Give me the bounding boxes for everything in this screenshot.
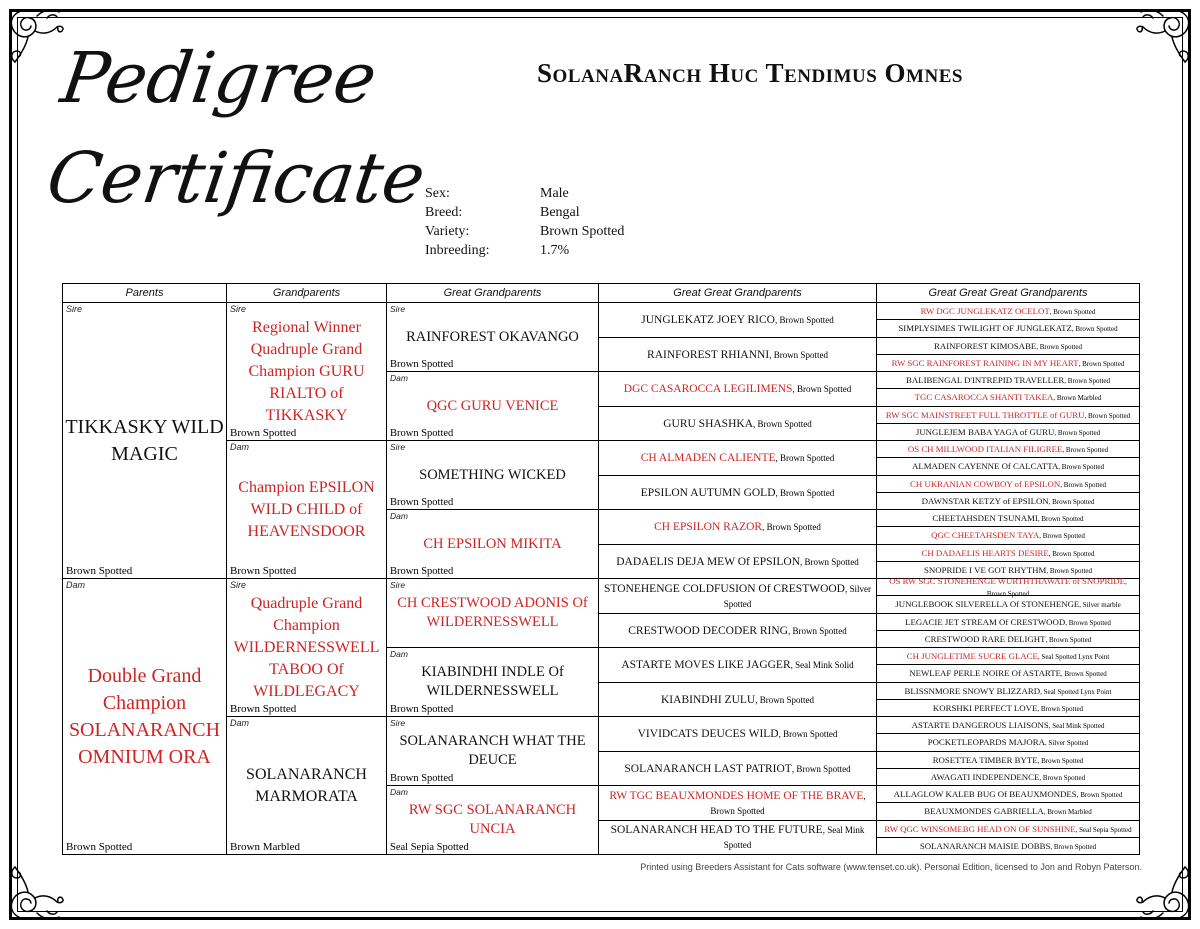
cat-entry <box>879 633 1137 645</box>
variety-label: , Brown Spotted <box>1046 566 1093 575</box>
variety-label: , Silver Spotted <box>723 583 871 609</box>
cat-name: Double Grand Champion SOLANARANCH OMNIUM ORA <box>68 664 221 768</box>
cat-entry <box>879 391 1137 403</box>
pedigree-cell <box>599 647 876 682</box>
cat-entry <box>601 312 874 327</box>
cat-entry <box>879 409 1137 421</box>
cat-name: Quadruple Grand Champion WILDERNESSWELL TABOO Of WILDLEGACY <box>233 594 380 700</box>
cat-entry <box>601 554 874 569</box>
cat-name: Regional Winner Quadruple Grand Champion GURU RIALTO of TIKKASKY <box>248 318 365 424</box>
variety-value: Brown Spotted <box>540 224 625 239</box>
pedigree-cell <box>387 647 598 716</box>
cat-name: BLISSNMORE SNOWY BLIZZARD <box>904 685 1041 696</box>
cat-entry <box>879 512 1137 524</box>
certificate-script-title <box>41 28 445 228</box>
variety-label: , Brown Spotted <box>1037 515 1084 524</box>
variety-label: , Brown Spotted <box>1049 308 1096 317</box>
pedigree-cell <box>599 785 876 820</box>
role-label: Dam <box>390 511 408 521</box>
cat-name: NEWLEAF PERLE NOIRE Of ASTARTE <box>909 668 1062 679</box>
pedigree-cell <box>599 475 876 510</box>
pedigree-cell <box>877 526 1139 543</box>
cat-name: RAINFOREST KIMOSABE <box>934 340 1037 351</box>
cat-entry <box>879 598 1137 610</box>
cat-name: JUNGLEKATZ JOEY RICO <box>641 314 775 327</box>
corner-flourish-icon <box>4 4 68 68</box>
variety-label: , Seal Mink Spotted <box>1048 722 1105 731</box>
pedigree-cell <box>599 682 876 717</box>
variety-label: , Seal Sepia Spotted <box>1075 825 1132 834</box>
pedigree-cell <box>877 388 1139 405</box>
variety-label: , Brown Spotted <box>1050 842 1097 851</box>
cat-entry <box>879 685 1137 697</box>
pedigree-cell <box>877 820 1139 837</box>
pedigree-cell <box>227 716 386 854</box>
cat-entry <box>601 657 874 672</box>
cat-entry <box>879 374 1137 386</box>
cat-name: CH DADAELIS HEARTS DESIRE <box>921 547 1049 558</box>
cat-name: CH EPSILON MIKITA <box>423 535 562 552</box>
variety-label: , Brown Marbled <box>1053 394 1102 403</box>
variety-label: , Brown Spotted <box>1039 532 1085 541</box>
cat-entry <box>601 485 874 500</box>
cat-name-title: SolanaRanch Huc Tendimus Omnes <box>537 58 963 88</box>
cat-name: ALLAGLOW KALEB BUG Of BEAUXMONDES <box>893 789 1077 800</box>
role-label: Dam <box>66 580 86 590</box>
cat-entry <box>601 519 874 534</box>
variety-label: Brown Marbled <box>230 841 300 853</box>
column-header-great-great-great-grandparents: Great Great Great Grandparents <box>877 284 1139 303</box>
cat-name: CH JUNGLETIME SUCRE GLACE <box>906 651 1038 662</box>
cat-name: CH EPSILON RAZOR <box>654 521 763 534</box>
pedigree-cell <box>387 785 598 854</box>
variety-label: Brown Spotted <box>230 565 297 577</box>
role-label: Sire <box>390 442 406 452</box>
pedigree-cell <box>877 785 1139 802</box>
cat-name: SOMETHING WICKED <box>419 466 566 483</box>
variety-label: Brown Spotted <box>390 497 454 508</box>
cat-name: RW DGC JUNGLEKATZ OCELOT <box>920 306 1050 317</box>
column-grandparents <box>226 284 386 854</box>
cat-entry <box>879 736 1137 748</box>
variety-label: , Brown Spotted <box>1078 359 1125 368</box>
variety-label: , Brown Spotted <box>1065 618 1111 627</box>
pedigree-cell <box>387 371 598 440</box>
column-header-great-great-grandparents: Great Great Grandparents <box>599 284 876 303</box>
cat-name: CH ALMADEN CALIENTE <box>640 452 776 465</box>
variety-label: , Brown Spotted <box>1054 428 1101 437</box>
variety-label: , Brown Spotted <box>787 625 847 636</box>
cat-name: SOLANARANCH LAST PATRIOT <box>624 762 792 775</box>
cat-entry <box>879 564 1137 576</box>
pedigree-cell <box>877 337 1139 354</box>
cat-name: CH CRESTWOOD ADONIS Of WILDERNESSWELL <box>397 595 588 630</box>
variety-label: , Brown Spotted <box>1048 497 1095 506</box>
role-label: Sire <box>390 580 406 590</box>
variety-label: , Brown Spotted <box>774 315 834 326</box>
pedigree-cell <box>227 578 386 716</box>
pedigree-cell <box>877 423 1139 440</box>
role-label: Sire <box>390 304 406 314</box>
corner-flourish-icon <box>4 861 68 925</box>
variety-label: , Brown Spotted <box>1048 549 1095 558</box>
variety-label: , Brown Spotted <box>986 578 1127 599</box>
cat-entry <box>601 416 874 431</box>
cat-name: SOLANARANCH MARMORATA <box>246 765 367 805</box>
variety-label: Brown Spotted <box>390 704 454 715</box>
cat-entry <box>601 623 874 638</box>
variety-label: , Brown Spotted <box>755 694 814 705</box>
role-label: Sire <box>390 718 406 728</box>
cat-entry <box>601 761 874 776</box>
variety-label: , Brown Spotted <box>1058 463 1104 472</box>
variety-label: , Brown Spotted <box>1037 704 1084 713</box>
column-parents <box>63 284 226 854</box>
variety-label: , Brown Spotted <box>778 729 838 740</box>
variety-label: Brown Spotted <box>66 565 133 577</box>
column-header-parents: Parents <box>63 284 226 303</box>
variety-label: Brown Spotted <box>390 773 454 784</box>
pedigree-cell <box>877 716 1139 733</box>
pedigree-cell <box>599 544 876 579</box>
cat-entry <box>601 692 874 707</box>
cat-entry <box>879 788 1137 800</box>
cat-entry <box>879 702 1137 714</box>
cat-name: RAINFOREST RHIANNI <box>647 348 770 361</box>
cat-entry <box>879 805 1137 817</box>
cat-entry <box>879 616 1137 628</box>
pedigree-cell <box>387 716 598 785</box>
cat-name: KIABINDHI ZULU <box>661 693 756 706</box>
role-label: Sire <box>230 304 247 314</box>
cat-name: LEGACIE JET STREAM Of CRESTWOOD <box>905 616 1066 627</box>
variety-label: , Brown Spotted <box>1060 480 1106 489</box>
variety-label: , Brown Spotted <box>1039 773 1086 782</box>
variety-label: , Brown Spotted <box>1071 325 1118 334</box>
column-body <box>227 303 386 854</box>
sex-value: Male <box>540 186 569 201</box>
cat-name: DGC CASAROCCA LEGILIMENS <box>623 383 793 396</box>
cat-name: KORSHKI PERFECT LOVE <box>932 702 1038 713</box>
cat-name: QGC CHEETAHSDEN TAYA <box>931 530 1040 541</box>
variety-label: , Brown Spotted <box>1045 635 1092 644</box>
pedigree-cell <box>599 578 876 613</box>
cat-entry <box>879 443 1137 455</box>
pedigree-cell <box>877 440 1139 457</box>
pedigree-cell <box>877 509 1139 526</box>
info-row-inbreeding <box>425 241 624 260</box>
cat-name: RW SGC RAINFOREST RAINING IN MY HEART <box>891 357 1079 368</box>
variety-label: , Silver Spotted <box>1044 739 1089 748</box>
cat-entry <box>879 840 1137 852</box>
cat-name: VIVIDCATS DEUCES WILD <box>637 728 779 741</box>
cat-name: JUNGLEBOOK SILVERELLA Of STONEHENGE <box>895 599 1080 610</box>
variety-label: , Brown Spotted <box>762 522 821 533</box>
pedigree-cell <box>387 578 598 647</box>
variety-label: , Brown Spotted <box>1064 377 1110 386</box>
pedigree-cell <box>599 406 876 441</box>
pedigree-cell <box>877 682 1139 699</box>
variety-label: , Brown Spotted <box>1084 411 1131 420</box>
role-label: Sire <box>230 580 247 590</box>
variety-label: , Brown Spotted <box>753 418 812 429</box>
column-header-grandparents: Grandparents <box>227 284 386 303</box>
cat-entry <box>601 726 874 741</box>
pedigree-cell <box>877 319 1139 336</box>
cat-entry <box>879 754 1137 766</box>
pedigree-cell <box>877 613 1139 630</box>
pedigree-cell <box>63 303 226 578</box>
pedigree-cell <box>877 406 1139 423</box>
cat-entry <box>879 667 1137 679</box>
variety-label: Brown Spotted <box>230 427 297 439</box>
column-body <box>387 303 598 854</box>
info-row-breed <box>425 203 624 222</box>
info-row-sex <box>425 184 624 203</box>
pedigree-cell <box>877 371 1139 388</box>
pedigree-cell <box>63 578 226 854</box>
pedigree-cell <box>877 699 1139 716</box>
footer-text: Printed using Breeders Assistant for Cats software (www.tenset.co.uk). Personal Edition, licensed to Jon and Robyn Paterson. <box>640 862 1142 872</box>
cat-name: SOLANARANCH MAISIE DOBBS <box>919 840 1051 851</box>
cat-entry <box>879 478 1137 490</box>
pedigree-cell <box>599 303 876 337</box>
cat-entry <box>879 529 1137 541</box>
cat-entry <box>879 823 1137 835</box>
cat-name: SOLANARANCH HEAD TO THE FUTURE <box>610 824 823 837</box>
variety-label: Brown Spotted <box>66 841 133 853</box>
role-label: Sire <box>66 304 83 314</box>
cat-name: GURU SHASHKA <box>663 417 753 430</box>
variety-label: , Seal Spotted Lynx Point <box>1037 653 1110 662</box>
cat-info-block <box>425 184 624 260</box>
pedigree-cell <box>877 647 1139 664</box>
pedigree-cell <box>877 544 1139 561</box>
variety-label: , Brown Spotted <box>769 349 828 360</box>
cat-name: KIABINDHI INDLE Of WILDERNESSWELL <box>421 664 564 699</box>
pedigree-cell <box>599 337 876 372</box>
script-title-line1: Pedigree <box>56 37 382 119</box>
variety-label: Brown Spotted <box>390 566 454 577</box>
role-label: Dam <box>230 718 250 728</box>
variety-label: , Brown Spotted <box>775 487 835 498</box>
cat-name: ALMADEN CAYENNE Of CALCATTA <box>911 461 1059 472</box>
pedigree-table <box>62 283 1140 855</box>
pedigree-cell <box>877 837 1139 854</box>
variety-label: , Seal Spotted Lynx Point <box>1040 687 1112 696</box>
cat-entry <box>601 581 874 611</box>
cat-name: RW SGC MAINSTREET FULL THROTTLE of GURU <box>885 409 1085 420</box>
variety-label: , Silver marble <box>1079 601 1121 610</box>
cat-entry <box>601 347 874 362</box>
script-title-line2: Certificate <box>42 137 430 219</box>
variety-label: , Brown Spotted <box>792 384 852 395</box>
column-body <box>63 303 226 854</box>
cat-name: BALIBENGAL D'INTREPID TRAVELLER <box>906 375 1065 386</box>
cat-name: ROSETTEA TIMBER BYTE <box>932 754 1038 765</box>
sex-label: Sex: <box>425 186 450 201</box>
cat-name: OS CH MILLWOOD ITALIAN FILIGREE <box>907 444 1063 455</box>
pedigree-cell <box>877 802 1139 819</box>
variety-label: , Brown Spotted <box>1076 791 1123 800</box>
variety-label: , Brown Marbled <box>1043 808 1092 817</box>
pedigree-cell <box>599 751 876 786</box>
role-label: Dam <box>390 787 408 797</box>
pedigree-cell <box>599 440 876 475</box>
variety-label: , Brown Spotted <box>791 763 851 774</box>
cat-entry <box>879 340 1137 352</box>
cat-name: CHEETAHSDEN TSUNAMI <box>932 513 1038 524</box>
cat-entry <box>879 547 1137 559</box>
variety-label: , Brown Spotted <box>710 790 866 816</box>
cat-name: POCKETLEOPARDS MAJORA <box>927 737 1045 748</box>
pedigree-cell <box>877 664 1139 681</box>
inbreeding-label: Inbreeding: <box>425 243 490 258</box>
pedigree-cell <box>877 751 1139 768</box>
breed-value: Bengal <box>540 205 580 220</box>
cat-name: ASTARTE MOVES LIKE JAGGER <box>621 659 791 672</box>
pedigree-cell <box>877 595 1139 612</box>
cat-name: JUNGLEJEM BABA YAGA of GURU <box>915 426 1055 437</box>
pedigree-cell <box>387 303 598 371</box>
variety-label: , Brown Spotted <box>775 453 835 464</box>
cat-entry <box>879 357 1137 369</box>
cat-name: OS RW SGC STONEHENGE WURTHTHAWATE of SNOPRIDE <box>889 576 1126 587</box>
cat-entry <box>879 650 1137 662</box>
pedigree-cell <box>877 354 1139 371</box>
column-great-great-great-grandparents <box>876 284 1139 854</box>
info-row-variety <box>425 222 624 241</box>
cat-name: Champion EPSILON WILD CHILD of HEAVENSDOOR <box>238 478 375 540</box>
column-body <box>599 303 876 854</box>
cat-entry <box>879 495 1137 507</box>
cat-entry <box>879 719 1137 731</box>
pedigree-cell <box>877 492 1139 509</box>
cat-name: DAWNSTAR KETZY of EPSILON <box>921 495 1049 506</box>
cat-entry <box>879 305 1137 317</box>
variety-label: , Seal Mink Spotted <box>723 825 865 851</box>
pedigree-cell <box>877 630 1139 647</box>
cat-name: AWAGATI INDEPENDENCE <box>930 771 1040 782</box>
column-great-grandparents <box>386 284 598 854</box>
pedigree-cell <box>227 440 386 578</box>
column-body <box>877 303 1139 854</box>
pedigree-cell <box>227 303 386 440</box>
breed-label: Breed: <box>425 205 463 220</box>
cat-name: ASTARTE DANGEROUS LIAISONS <box>911 720 1049 731</box>
variety-label: , Brown Spotted <box>1036 342 1082 351</box>
cat-name: QGC GURU VENICE <box>426 397 559 414</box>
variety-label: , Brown Spotted <box>1062 446 1109 455</box>
column-great-great-grandparents <box>598 284 876 854</box>
pedigree-cell <box>599 371 876 406</box>
cat-name: RW TGC BEAUXMONDES HOME OF THE BRAVE <box>609 789 864 802</box>
cat-entry <box>879 426 1137 438</box>
variety-label: Brown Spotted <box>390 428 454 439</box>
cat-name: CRESTWOOD RARE DELIGHT <box>924 633 1046 644</box>
variety-label: , Brown Spotted <box>1061 670 1107 679</box>
role-label: Dam <box>390 649 408 659</box>
cat-entry <box>601 381 874 396</box>
cat-name: RW SGC SOLANARANCH UNCIA <box>408 802 577 837</box>
cat-name: CRESTWOOD DECODER RING <box>628 624 788 637</box>
variety-label: Brown Spotted <box>230 703 297 715</box>
variety-label: , Brown Spotted <box>1037 756 1084 765</box>
cat-name: SIMPLYSIMES TWILIGHT OF JUNGLEKATZ <box>898 323 1072 334</box>
cat-name: BEAUXMONDES GABRIELLA <box>924 806 1044 817</box>
variety-label: , Seal Mink Solid <box>790 660 854 671</box>
pedigree-cell <box>599 509 876 544</box>
pedigree-cell <box>877 457 1139 474</box>
pedigree-cell <box>387 509 598 578</box>
cat-entry <box>879 460 1137 472</box>
cat-name: TGC CASAROCCA SHANTI TAKEA <box>914 392 1054 403</box>
role-label: Dam <box>230 442 250 452</box>
cat-entry <box>601 788 874 818</box>
variety-label: , Brown Spotted <box>800 556 859 567</box>
cat-name: SNOPRIDE I VE GOT RHYTHM <box>923 564 1047 575</box>
cat-entry <box>601 450 874 465</box>
variety-label: Seal Sepia Spotted <box>390 842 469 853</box>
cat-name: SOLANARANCH WHAT THE DEUCE <box>399 733 586 768</box>
pedigree-cell <box>877 475 1139 492</box>
cat-name: DADAELIS DEJA MEW Of EPSILON <box>616 555 800 568</box>
variety-label: Brown Spotted <box>390 359 454 370</box>
variety-label: Variety: <box>425 224 470 239</box>
pedigree-cell <box>387 440 598 509</box>
cat-name: RW QGC WINSOMEBG HEAD ON OF SUNSHINE <box>884 823 1076 834</box>
pedigree-cell <box>877 768 1139 785</box>
pedigree-cell <box>877 733 1139 750</box>
cat-name: RAINFOREST OKAVANGO <box>406 328 579 345</box>
pedigree-cell <box>599 613 876 648</box>
inbreeding-value: 1.7% <box>540 243 570 258</box>
pedigree-cell <box>877 303 1139 319</box>
column-header-great-grandparents: Great Grandparents <box>387 284 598 303</box>
role-label: Dam <box>390 373 408 383</box>
cat-entry <box>601 822 874 852</box>
pedigree-cell <box>599 820 876 855</box>
cat-entry <box>879 771 1137 783</box>
cat-entry <box>879 322 1137 334</box>
cat-name: CH UKRANIAN COWBOY of EPSILON <box>910 478 1061 489</box>
cat-name: TIKKASKY WILD MAGIC <box>65 415 224 465</box>
cat-name: EPSILON AUTUMN GOLD <box>640 486 776 499</box>
pedigree-cell <box>599 716 876 751</box>
corner-flourish-icon <box>1132 4 1196 68</box>
pedigree-cell <box>877 576 1139 599</box>
cat-name: STONEHENGE COLDFUSION Of CRESTWOOD <box>604 582 845 595</box>
